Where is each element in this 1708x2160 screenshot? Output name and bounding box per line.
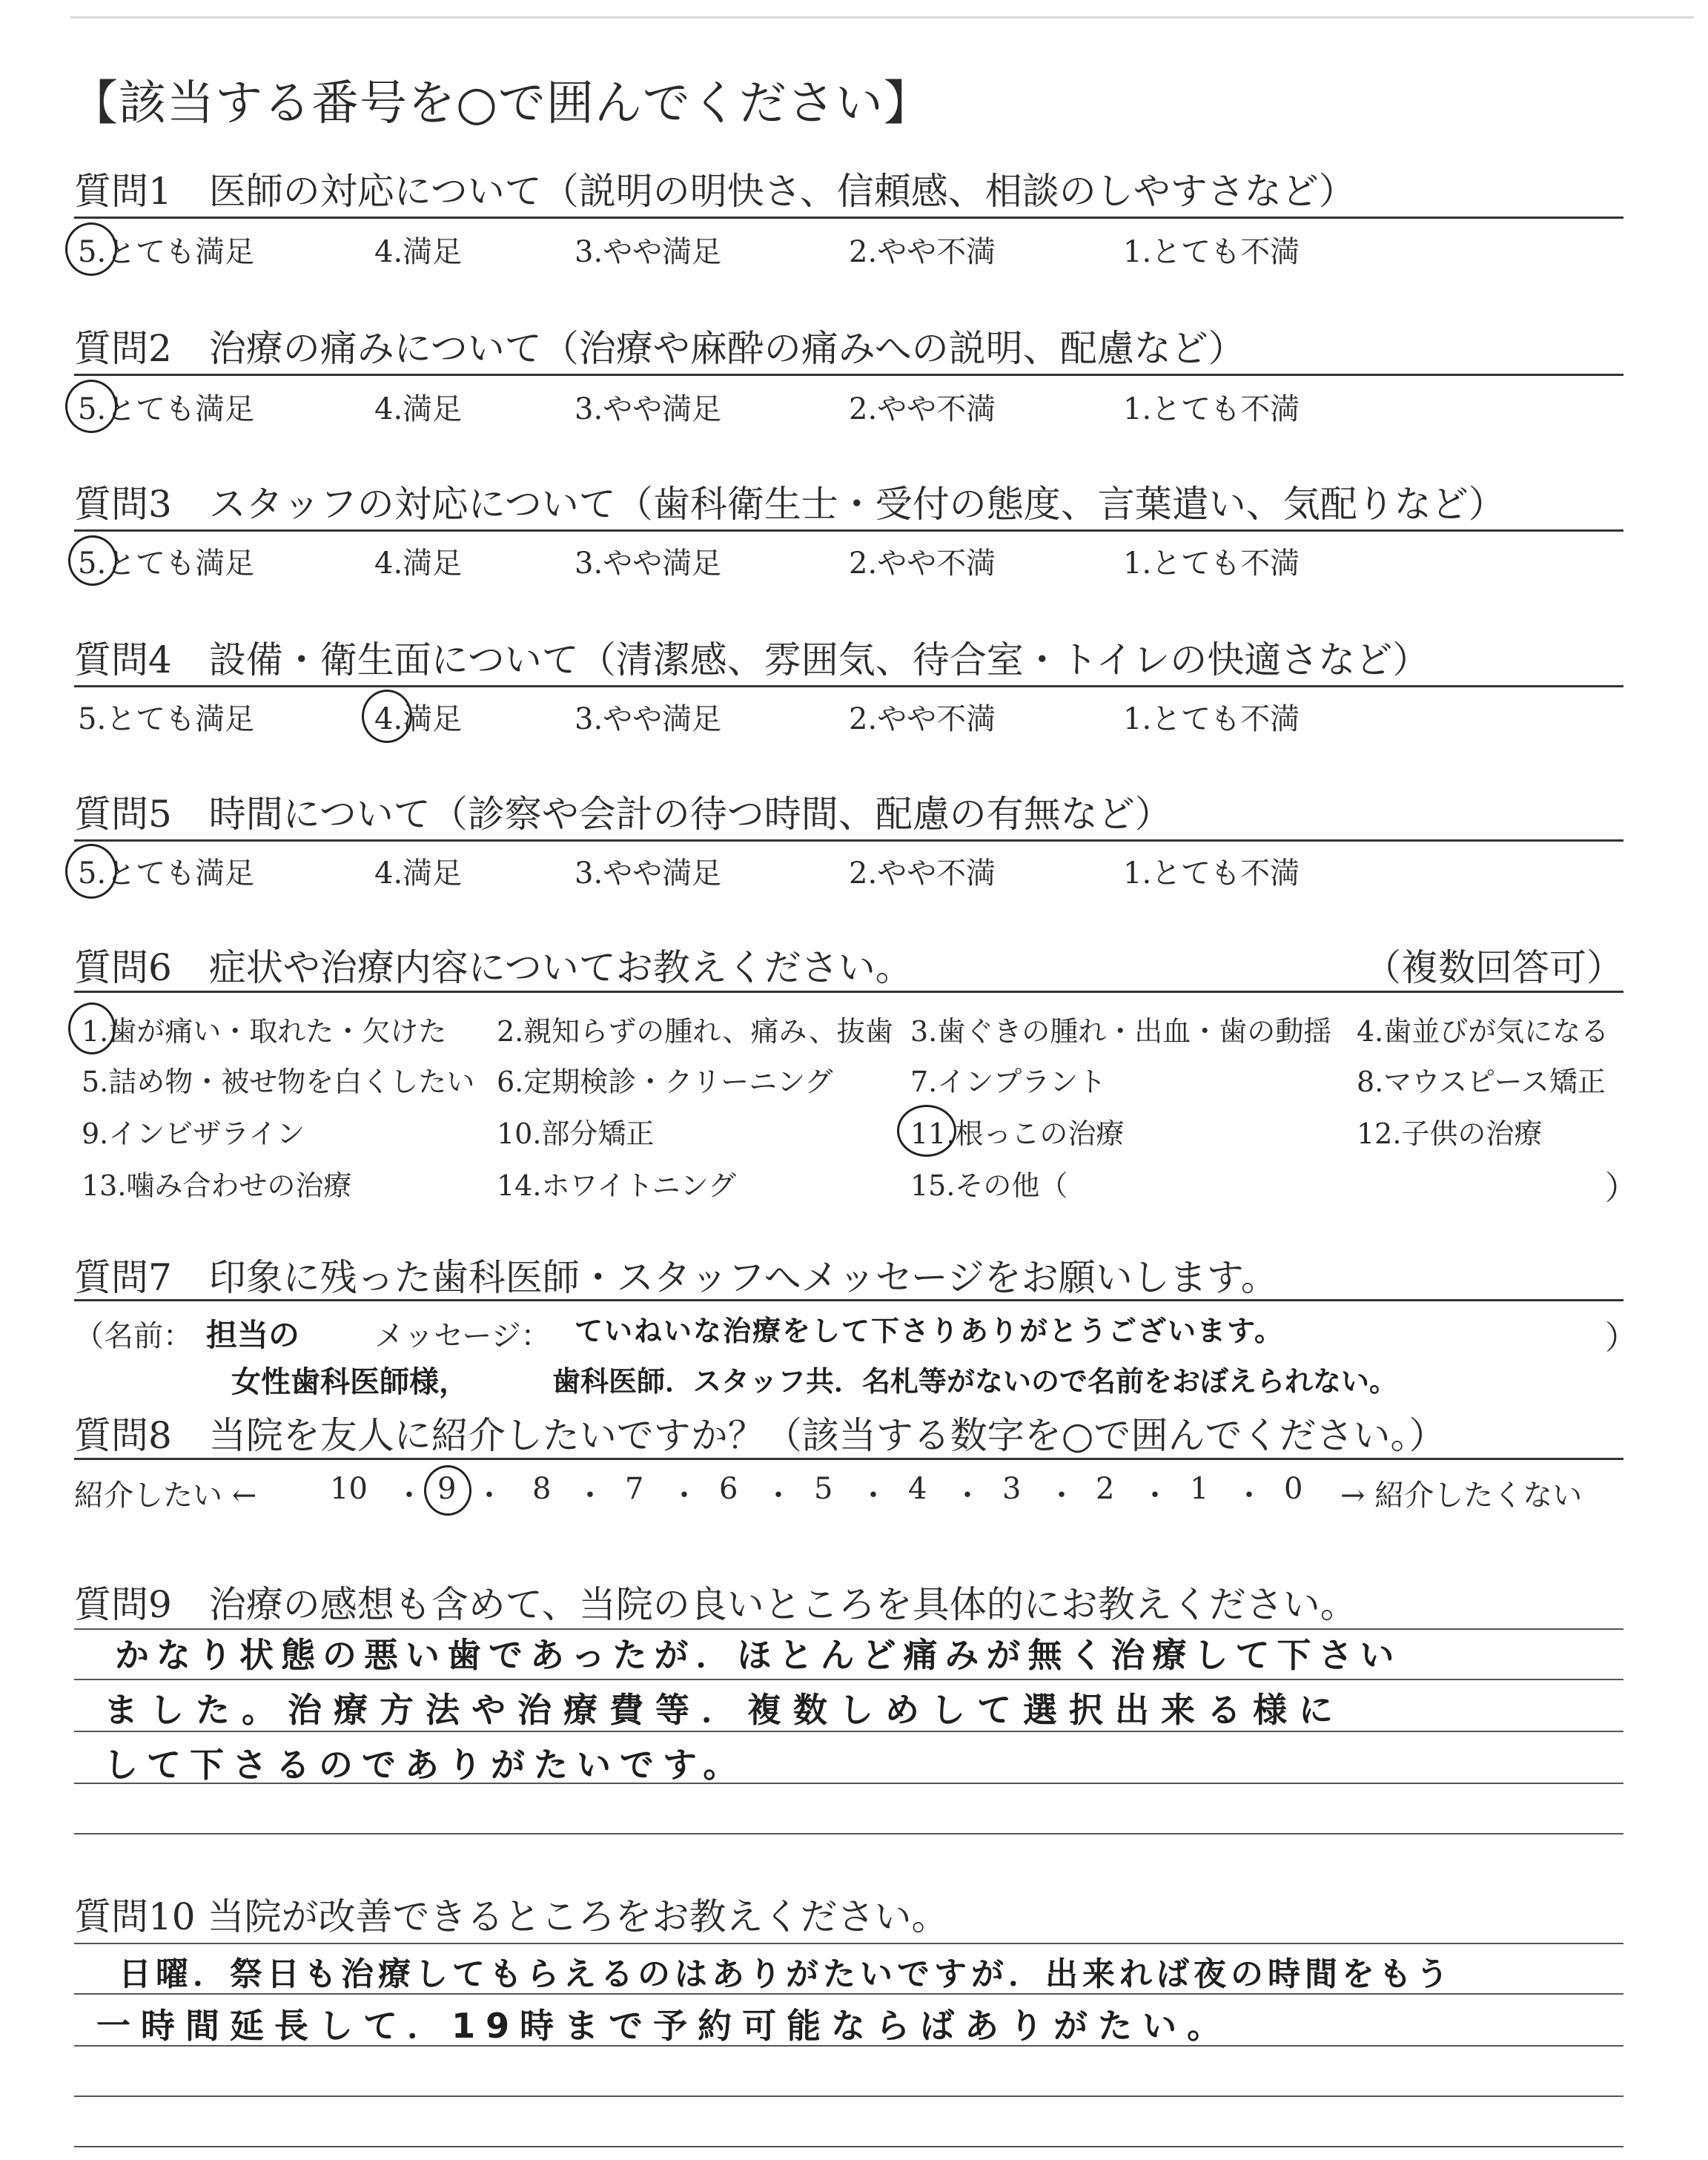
q9-line-5	[74, 1833, 1623, 1834]
q6-option-7[interactable]: 7.インプラント	[910, 1066, 1107, 1098]
question-1-rule	[74, 217, 1623, 219]
question-7-title: 質問7 印象に残った歯科医師・スタッフへメッセージをお願いします。	[74, 1256, 1278, 1299]
q6-option-14[interactable]: 14.ホワイトニング	[497, 1169, 737, 1202]
q8-scale-2[interactable]: 2	[1096, 1472, 1115, 1506]
question-6-rule	[74, 991, 1623, 993]
q1-option-4[interactable]: 4.満足	[374, 235, 463, 269]
q8-scale-1[interactable]: 1	[1190, 1472, 1209, 1506]
q6-answer-circle-1	[68, 1003, 116, 1054]
question-4-rule	[74, 685, 1623, 687]
q8-scale-dot: ・	[953, 1479, 982, 1513]
q10-line-4	[74, 2095, 1623, 2097]
q7-close-paren: ）	[1605, 1319, 1638, 1357]
q7-name-label: （名前：	[74, 1319, 193, 1353]
q4-option-4[interactable]: 4.満足	[374, 702, 463, 736]
q4-answer-circle	[362, 690, 412, 743]
q3-option-3[interactable]: 3.やや満足	[575, 546, 722, 581]
page-top-border	[70, 16, 1694, 19]
question-3-title: 質問3 スタッフの対応について（歯科衛生士・受付の態度、言葉遣い、気配りなど）	[74, 483, 1506, 526]
q6-option-1[interactable]: 1.歯が痛い・取れた・欠けた	[82, 1015, 447, 1048]
q5-option-2[interactable]: 2.やや不満	[849, 856, 996, 891]
q10-line-1	[74, 1943, 1623, 1944]
q8-scale-10[interactable]: 10	[330, 1472, 368, 1506]
q8-scale-7[interactable]: 7	[625, 1472, 644, 1506]
q8-scale-0[interactable]: 0	[1284, 1472, 1303, 1506]
q6-option-15[interactable]: 15.その他（	[910, 1169, 1068, 1202]
question-5-title: 質問5 時間について（診察や会計の待つ時間、配慮の有無など）	[74, 793, 1172, 836]
question-7-rule	[74, 1299, 1623, 1301]
q1-option-5[interactable]: 5.とても満足	[78, 235, 255, 269]
q8-right-label: → 紹介したくない	[1340, 1479, 1583, 1513]
question-3-rule	[74, 529, 1623, 532]
q6-option-10[interactable]: 10.部分矯正	[497, 1117, 655, 1150]
q9-handwritten-line-3: して下さるのでありがたいです。	[104, 1745, 747, 1785]
q4-option-1[interactable]: 1.とても不満	[1123, 702, 1300, 736]
q1-option-2[interactable]: 2.やや不満	[849, 235, 996, 269]
q6-option-13[interactable]: 13.噛み合わせの治療	[82, 1169, 352, 1202]
q8-scale-dot: ・	[1234, 1479, 1264, 1513]
q3-option-2[interactable]: 2.やや不満	[849, 546, 996, 581]
q2-option-4[interactable]: 4.満足	[374, 392, 463, 426]
q5-answer-circle	[65, 844, 117, 899]
instruction-heading: 【該当する番号を○で囲んでください】	[70, 76, 932, 131]
q8-scale-dot: ・	[764, 1479, 793, 1513]
question-6-multiple-note: （複数回答可）	[1364, 946, 1623, 989]
q10-line-5	[74, 2146, 1623, 2147]
q8-scale-dot: ・	[575, 1479, 605, 1513]
question-8-title: 質問8 当院を友人に紹介したいですか？（該当する数字を○で囲んでください。）	[74, 1414, 1446, 1457]
q8-scale-8[interactable]: 8	[532, 1472, 552, 1506]
q3-option-1[interactable]: 1.とても不満	[1123, 546, 1300, 581]
q2-option-3[interactable]: 3.やや満足	[575, 392, 722, 426]
q3-option-5[interactable]: 5.とても満足	[78, 546, 255, 581]
q6-option-4[interactable]: 4.歯並びが気になる	[1357, 1015, 1609, 1048]
q8-scale-9[interactable]: 9	[437, 1472, 457, 1506]
q8-scale-dot: ・	[858, 1479, 888, 1513]
q5-option-3[interactable]: 3.やや満足	[575, 856, 722, 891]
q1-answer-circle	[65, 222, 117, 276]
question-2-rule	[74, 374, 1623, 376]
q9-handwritten-line-2: ました。治療方法や治療費等．複数しめして選択出来る様に	[104, 1690, 1345, 1730]
q6-option-9[interactable]: 9.インビザライン	[82, 1117, 305, 1150]
q5-option-4[interactable]: 4.満足	[374, 856, 463, 891]
q9-handwritten-line-1: かなり状態の悪い歯であったが．ほとんど痛みが無く治療して下さい	[115, 1635, 1402, 1675]
q8-answer-circle	[424, 1465, 471, 1516]
q4-option-2[interactable]: 2.やや不満	[849, 702, 996, 736]
q6-option-5[interactable]: 5.詰め物・被せ物を白くしたい	[82, 1066, 475, 1098]
q6-other-close-paren: ）	[1605, 1169, 1638, 1207]
q2-option-1[interactable]: 1.とても不満	[1123, 392, 1300, 426]
q6-answer-circle-11	[897, 1105, 956, 1157]
q5-option-5[interactable]: 5.とても満足	[78, 856, 255, 891]
q3-answer-circle	[68, 535, 117, 586]
question-6-title: 質問6 症状や治療内容についてお教えください。	[74, 946, 913, 989]
q6-option-8[interactable]: 8.マウスピース矯正	[1357, 1066, 1606, 1098]
q1-option-1[interactable]: 1.とても不満	[1123, 235, 1300, 269]
q8-scale-dot: ・	[669, 1479, 699, 1513]
q2-answer-circle	[65, 380, 117, 433]
question-4-title: 質問4 設備・衛生面について（清潔感、雰囲気、待合室・トイレの快適さなど）	[74, 638, 1430, 681]
q4-option-5[interactable]: 5.とても満足	[78, 702, 255, 736]
q8-scale-dot: ・	[394, 1479, 424, 1513]
q8-scale-5[interactable]: 5	[814, 1472, 833, 1506]
q5-option-1[interactable]: 1.とても不満	[1123, 856, 1300, 891]
question-10-title: 質問10 当院が改善できるところをお教えください。	[74, 1895, 949, 1938]
q4-option-3[interactable]: 3.やや満足	[575, 702, 722, 736]
q3-option-4[interactable]: 4.満足	[374, 546, 463, 581]
q7-handwritten-message-continued: 歯科医師．スタッフ共．名札等がないので名前をおぼえられない。	[552, 1365, 1398, 1398]
q8-scale-4[interactable]: 4	[908, 1472, 927, 1506]
q8-scale-dot: ・	[474, 1479, 504, 1513]
q1-option-3[interactable]: 3.やや満足	[575, 235, 722, 269]
q6-option-12[interactable]: 12.子供の治療	[1357, 1117, 1543, 1150]
q9-line-2	[74, 1679, 1623, 1680]
q8-left-label: 紹介したい ←	[74, 1479, 257, 1513]
question-8-rule	[74, 1458, 1623, 1460]
question-2-title: 質問2 治療の痛みについて（治療や麻酔の痛みへの説明、配慮など）	[74, 327, 1245, 370]
q8-scale-dot: ・	[1047, 1479, 1076, 1513]
question-5-rule	[74, 839, 1623, 842]
q7-handwritten-message: ていねいな治療をして下さりありがとうございます。	[575, 1315, 1284, 1347]
question-1-title: 質問1 医師の対応について（説明の明快さ、信頼感、相談のしやすさなど）	[74, 170, 1356, 213]
q10-handwritten-line-1: 日曜．祭日も治療してもらえるのはありがたいですが．出来れば夜の時間をもう	[119, 1955, 1453, 1993]
q2-option-5[interactable]: 5.とても満足	[78, 392, 255, 426]
q6-option-3[interactable]: 3.歯ぐきの腫れ・出血・歯の動揺	[910, 1015, 1332, 1048]
q6-option-11[interactable]: 11.根っこの治療	[910, 1117, 1125, 1150]
q7-message-label: メッセージ：	[374, 1319, 551, 1353]
q10-handwritten-line-2: 一時間延長して．19時まで予約可能ならばありがたい。	[96, 2006, 1232, 2046]
q2-option-2[interactable]: 2.やや不満	[849, 392, 996, 426]
q6-option-2[interactable]: 2.親知らずの腫れ、痛み、抜歯	[497, 1015, 893, 1048]
q7-handwritten-name-line2: 女性歯科医師様，	[231, 1365, 469, 1399]
q8-scale-6[interactable]: 6	[719, 1472, 738, 1506]
q8-scale-dot: ・	[1140, 1479, 1170, 1513]
question-9-title: 質問9 治療の感想も含めて、当院の良いところを具体的にお教えください。	[74, 1583, 1357, 1626]
q7-handwritten-name-line1: 担当の	[206, 1317, 300, 1353]
q6-option-6[interactable]: 6.定期検診・クリーニング	[497, 1066, 833, 1098]
q8-scale-3[interactable]: 3	[1002, 1472, 1022, 1506]
